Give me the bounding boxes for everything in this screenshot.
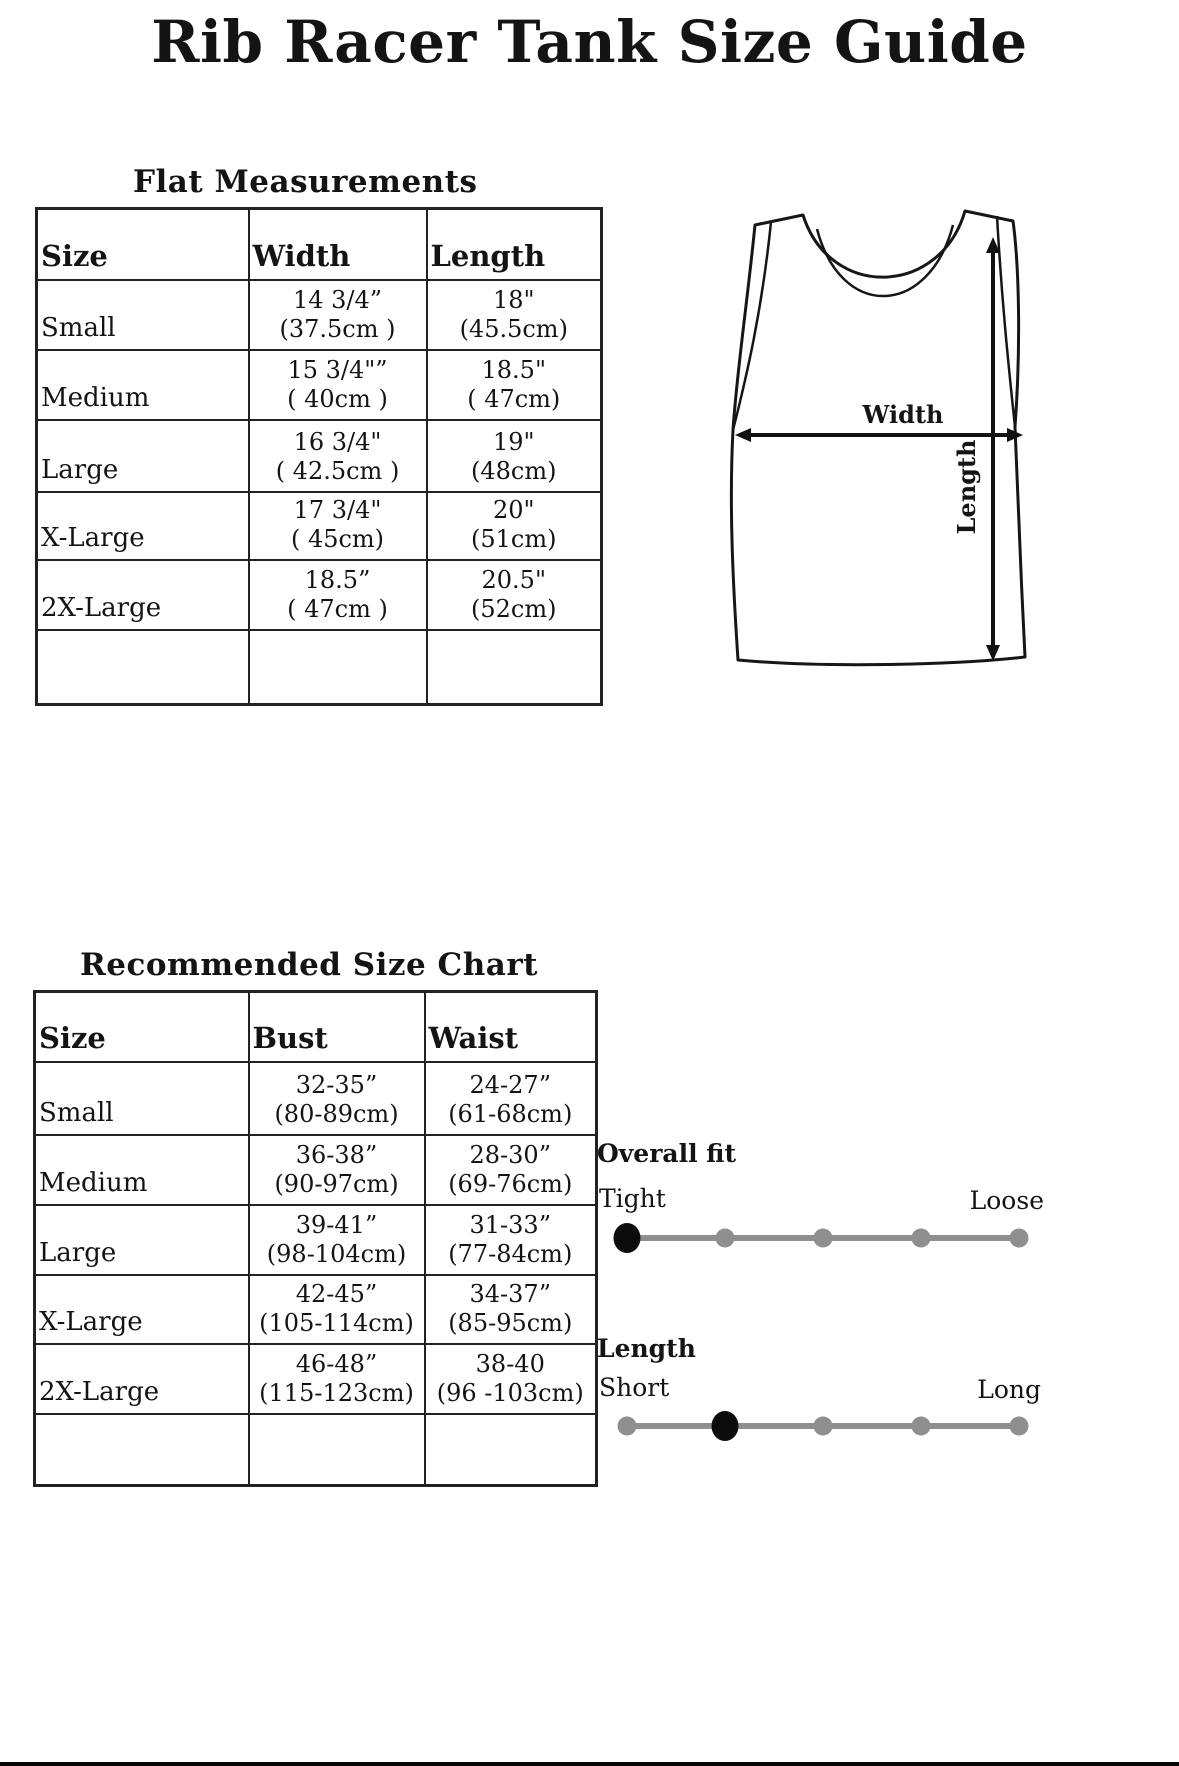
- width-value: 17 3/4" ( 45cm): [249, 492, 427, 560]
- bust-value: 36-38” (90-97cm): [249, 1135, 425, 1205]
- length-value: 18.5" ( 47cm): [427, 350, 602, 420]
- length-value: 18" (45.5cm): [427, 280, 602, 350]
- column-header-bust: Bust: [249, 992, 425, 1062]
- bust-value: 32-35” (80-89cm): [249, 1062, 425, 1135]
- width-value: 14 3/4” (37.5cm ): [249, 280, 427, 350]
- waist-value: 31-33” (77-84cm): [425, 1205, 597, 1275]
- length-value: 20.5" (52cm): [427, 560, 602, 630]
- table-row: [37, 560, 602, 630]
- waist-value: 28-30” (69-76cm): [425, 1135, 597, 1205]
- waist-value: 38-40 (96 -103cm): [425, 1344, 597, 1414]
- overall-fit-position-4: [912, 1229, 931, 1248]
- length-fit-position-2: [712, 1411, 739, 1441]
- length-fit-position-3: [814, 1417, 833, 1436]
- length-fit-position-5: [1010, 1417, 1029, 1436]
- size-label: Medium: [37, 350, 249, 420]
- size-label: 2X-Large: [37, 560, 249, 630]
- length-fit-position-1: [618, 1417, 637, 1436]
- size-label: X-Large: [37, 492, 249, 560]
- bottom-border-bar: [0, 1762, 1179, 1766]
- flat-measurements-heading: Flat Measurements: [133, 164, 478, 200]
- length-fit-position-4: [912, 1417, 931, 1436]
- length-value: 19" (48cm): [427, 420, 602, 492]
- length-fit-label: Length: [597, 1334, 696, 1363]
- length-fit-min-label: Short: [599, 1373, 670, 1402]
- overall-fit-position-5: [1010, 1229, 1029, 1248]
- overall-fit-position-1: [614, 1223, 641, 1253]
- overall-fit-max-label: Loose: [969, 1186, 1044, 1215]
- size-label: Medium: [35, 1135, 249, 1205]
- table-row: [35, 1062, 597, 1135]
- overall-fit-slider: [627, 1235, 1019, 1241]
- tank-width-label: Width: [862, 400, 944, 429]
- column-header-size: Size: [37, 209, 249, 280]
- tank-outline: [731, 211, 1025, 665]
- tank-top-diagram: [725, 195, 1045, 675]
- width-value: 15 3/4"” ( 40cm ): [249, 350, 427, 420]
- empty-row: [35, 1414, 597, 1486]
- table-row: [35, 1135, 597, 1205]
- page-title: Rib Racer Tank Size Guide: [151, 8, 1028, 76]
- table-row: [35, 1344, 597, 1414]
- table-row: [37, 350, 602, 420]
- column-header-length: Length: [427, 209, 602, 280]
- table-row: [37, 420, 602, 492]
- table-header-row: [37, 209, 602, 280]
- table-row: [37, 492, 602, 560]
- size-label: 2X-Large: [35, 1344, 249, 1414]
- size-label: Small: [35, 1062, 249, 1135]
- bust-value: 39-41” (98-104cm): [249, 1205, 425, 1275]
- size-label: Small: [37, 280, 249, 350]
- column-header-waist: Waist: [425, 992, 597, 1062]
- tank-length-label: Length: [952, 439, 981, 535]
- bust-value: 42-45” (105-114cm): [249, 1275, 425, 1344]
- flat-measurements-table: [35, 207, 603, 706]
- overall-fit-min-label: Tight: [599, 1184, 666, 1213]
- column-header-size: Size: [35, 992, 249, 1062]
- width-value: 16 3/4" ( 42.5cm ): [249, 420, 427, 492]
- size-label: Large: [37, 420, 249, 492]
- empty-row: [37, 630, 602, 705]
- waist-value: 34-37” (85-95cm): [425, 1275, 597, 1344]
- table-row: [37, 280, 602, 350]
- size-label: X-Large: [35, 1275, 249, 1344]
- overall-fit-position-2: [716, 1229, 735, 1248]
- overall-fit-label: Overall fit: [597, 1139, 737, 1168]
- table-header-row: [35, 992, 597, 1062]
- recommended-size-table: [33, 990, 598, 1487]
- waist-value: 24-27” (61-68cm): [425, 1062, 597, 1135]
- overall-fit-position-3: [814, 1229, 833, 1248]
- column-header-width: Width: [249, 209, 427, 280]
- recommended-size-chart-heading: Recommended Size Chart: [80, 947, 539, 983]
- length-value: 20" (51cm): [427, 492, 602, 560]
- length-fit-slider: [627, 1423, 1019, 1429]
- table-row: [35, 1205, 597, 1275]
- length-fit-max-label: Long: [977, 1375, 1041, 1404]
- table-row: [35, 1275, 597, 1344]
- bust-value: 46-48” (115-123cm): [249, 1344, 425, 1414]
- width-value: 18.5” ( 47cm ): [249, 560, 427, 630]
- size-label: Large: [35, 1205, 249, 1275]
